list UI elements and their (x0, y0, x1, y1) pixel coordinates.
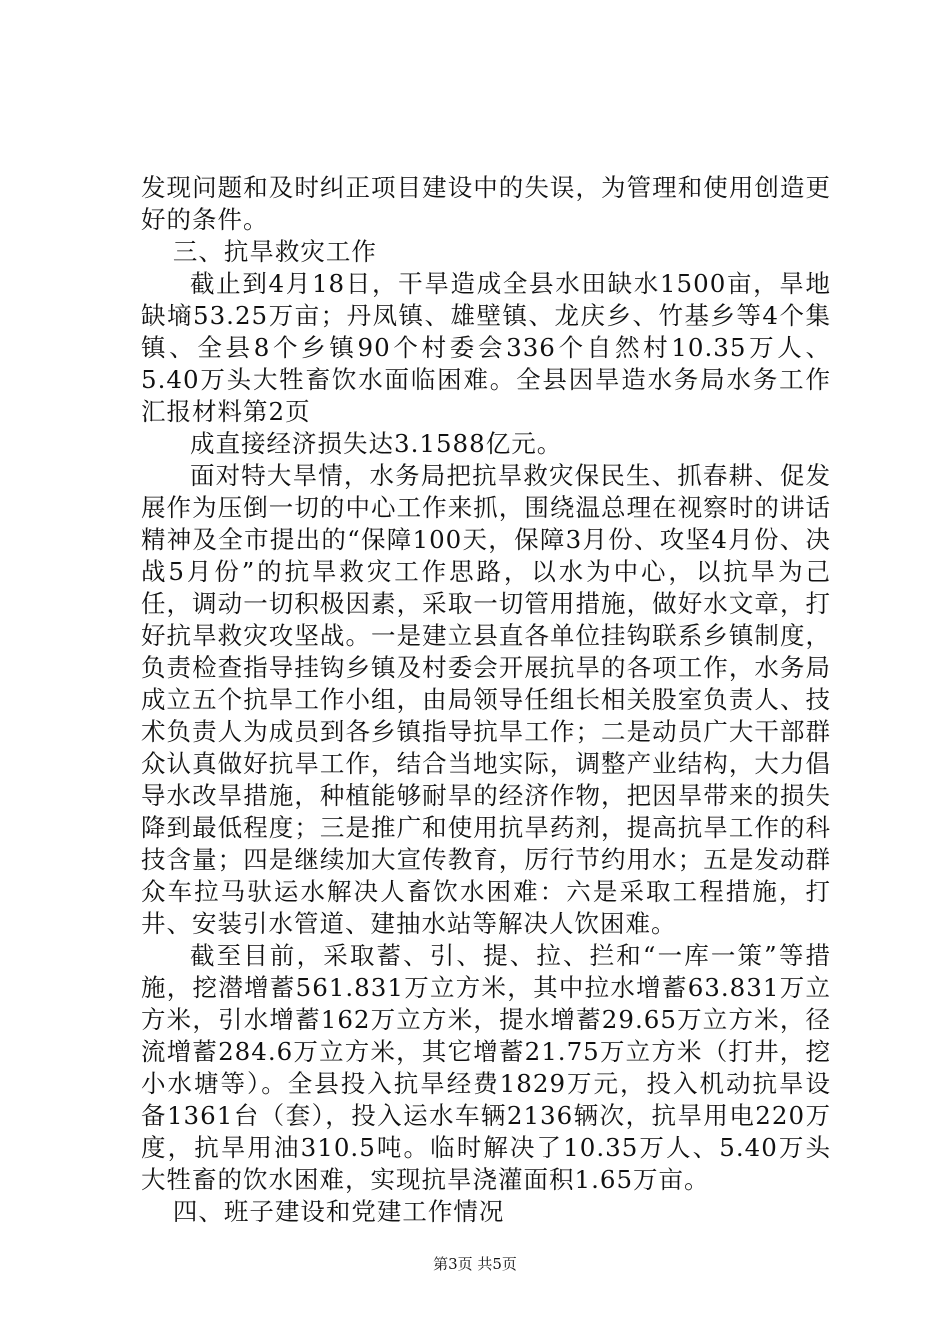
page-number-footer: 第3页 共5页 (433, 1255, 517, 1273)
paragraph-drought-status: 截止到4月18日，干旱造成全县水田缺水1500亩，旱地缺墒53.25万亩；丹凤镇、雄壁镇、龙庆乡、竹基乡等4个集镇、全县8个乡镇90个村委会336个自然村10.35万人、5.40万头大牲畜饮水面临困难。全县因旱造水务局水务工作汇报材料第2页 (141, 269, 831, 426)
section-heading-party-building: 四、班子建设和党建工作情况 (172, 1197, 505, 1226)
paragraph-relief-measures: 面对特大旱情，水务局把抗旱救灾保民生、抓春耕、促发展作为压倒一切的中心工作来抓，围绕温总理在视察时的讲话精神及全市提出的“保障100天，保障3月份、攻坚4月份、决战5月份”的抗旱救灾工作思路，以水为中心，以抗旱为己任，调动一切积极因素，采取一切管用措施，做好水文章，打好抗旱救灾攻坚战。一是建立县直各单位挂钩联系乡镇制度，负责检查指导挂钩乡镇及村委会开展抗旱的各项工作，水务局成立五个抗旱工作小组，由局领导任组长相关股室负责人、技术负责人为成员到各乡镇指导抗旱工作；二是动员广大干部群众认真做好抗旱工作，结合当地实际，调整产业结构，大力倡导水改旱措施，种植能够耐旱的经济作物，把因旱带来的损失降到最低程度；三是推广和使用抗旱药剂，提高抗旱工作的科技含量；四是继续加大宣传教育，厉行节约用水；五是发动群众车拉马驮运水解决人畜饮水困难：六是采取工程措施，打井、安装引水管道、建抽水站等解决人饮困难。 (141, 461, 831, 938)
paragraph-economic-loss: 成直接经济损失达3.1588亿元。 (190, 429, 563, 458)
section-heading-drought-relief: 三、抗旱救灾工作 (172, 237, 377, 266)
paragraph-continuation: 发现问题和及时纠正项目建设中的失误，为管理和使用创造更好的条件。 (141, 173, 831, 234)
paragraph-relief-results: 截至目前，采取蓄、引、提、拉、拦和“一库一策”等措施，挖潜增蓄561.831万立方米，其中拉水增蓄63.831万立方米，引水增蓄162万立方米，提水增蓄29.65万立方米，径流增蓄284.6万立方米，其它增蓄21.75万立方米（打井，挖小水塘等）。全县投入抗旱经费1829万元，投入机动抗旱设备1361台（套），投入运水车辆2136辆次，抗旱用电220万度，抗旱用油310.5吨。临时解决了10.35万人、5.40万头大牲畜的饮水困难，实现抗旱浇灌面积1.65万亩。 (141, 941, 831, 1194)
document-body (141, 172, 831, 1228)
